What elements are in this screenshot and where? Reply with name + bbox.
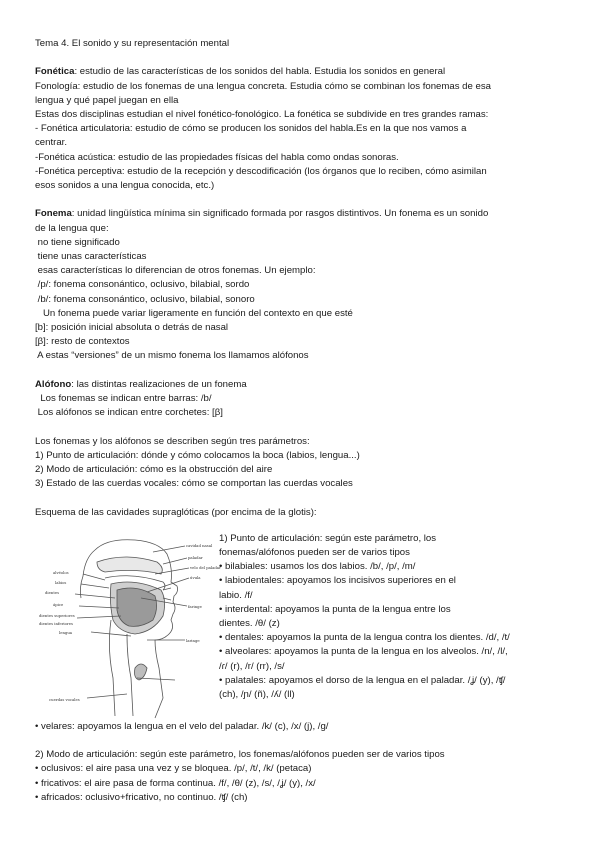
text-line: • bilabiales: usamos los dos labios. /b/, /p/, /m/: [219, 561, 416, 573]
fonema-definition: [35, 207, 567, 221]
text-line: • palatales: apoyamos el dorso de la lengua en el paladar. /ʝ/ (y), /ʧ/: [219, 674, 506, 686]
text-line: [β]: resto de contextos: [35, 336, 130, 348]
text-line: - Fonética articulatoria: estudio de cómo se producen los sonidos del habla.Es en la que nos vamos a: [35, 123, 467, 135]
text-line: Los fonemas y los alófonos se describen según tres parámetros:: [35, 435, 310, 447]
alofono-term: Alófono: [35, 378, 72, 390]
text-line: A estas “versiones” de un mismo fonema los llamamos alófonos: [35, 350, 309, 362]
text-line: • velares: apoyamos la lengua en el velo del paladar. /k/ (c), /x/ (j), /g/: [35, 720, 329, 732]
text-line: -Fonética acústica: estudio de las propiedades físicas del habla como ondas sonoras.: [35, 151, 399, 163]
label-dientes-superiores: dientes superiores: [39, 612, 75, 618]
text-line: no tiene significado: [35, 236, 120, 248]
esquema-heading: Esquema de las cavidades supraglóticas (por encima de la glotis):: [35, 506, 317, 518]
label-paladar: paladar: [188, 554, 203, 560]
text-line: • interdental: apoyamos la punta de la lengua entre los: [219, 603, 451, 615]
label-cuerdas-vocales: cuerdas vocales: [49, 696, 80, 702]
text-line: • dentales: apoyamos la punta de la lengua contra los dientes. /d/, /t/: [219, 632, 510, 644]
text-line: 2) Modo de articulación: según este parámetro, los fonemas/alófonos pueden ser de varios tipos: [35, 749, 445, 761]
label-laringe: laringe: [186, 637, 200, 643]
text-line: /b/: fonema consonántico, oclusivo, bilabial, sonoro: [35, 293, 255, 305]
text-line: 1) Punto de articulación: según este parámetro, los: [219, 532, 437, 544]
fonetica-term: Fonética: [35, 66, 75, 78]
text-line: Un fonema puede variar ligeramente en función del contexto en que esté: [35, 307, 353, 319]
label-lengua: lengua: [59, 629, 73, 635]
label-dientes-inferiores: dientes inferiores: [39, 620, 73, 626]
alofono-definition-text: : las distintas realizaciones de un fonema: [71, 378, 247, 390]
label-velo: velo del paladar: [190, 564, 221, 570]
text-line: /ɾ/ (r), /r/ (rr), /s/: [219, 660, 285, 672]
fonetica-definition-text: : estudio de las características de los sonidos del habla. Estudia los sonidos en general: [74, 66, 446, 78]
text-line: Fonología: estudio de los fonemas de una lengua concreta. Estudia cómo se combinan los fonemas de esa: [35, 80, 491, 92]
fonema-definition-text: : unidad lingüística mínima sin significado formada por rasgos distintivos. Un fonema es un sonido: [71, 208, 489, 220]
text-line: (ch), /ɲ/ (ñ), /ʎ/ (ll): [219, 689, 295, 701]
text-line: centrar.: [35, 137, 67, 149]
text-line: /p/: fonema consonántico, oclusivo, bilabial, sordo: [35, 279, 250, 291]
punto-articulacion-text: [219, 532, 567, 720]
text-line: • fricativos: el aire pasa de forma continua. /f/, /θ/ (z), /s/, /ʝ/ (y), /x/: [35, 777, 316, 789]
text-line: Estas dos disciplinas estudian el nivel fonético-fonológico. La fonética se subdivide en tres grandes ramas:: [35, 109, 489, 120]
alofono-definition: [35, 378, 567, 392]
text-line: labio. /f/: [219, 589, 253, 601]
text-line: • alveolares: apoyamos la punta de la lengua en los alveolos. /n/, /l/,: [219, 646, 508, 658]
text-line: • labiodentales: apoyamos los incisivos superiores en el: [219, 575, 456, 587]
label-dientes: dientes: [45, 589, 60, 595]
esquema-section: [35, 528, 567, 720]
vocal-tract-diagram: [35, 528, 221, 720]
text-line: esos sonidos a una lengua conocida, etc.): [35, 180, 215, 192]
text-line: [b]: posición inicial absoluta o detrás de nasal: [35, 322, 229, 334]
vocal-tract-svg: [35, 528, 221, 720]
fonema-term: Fonema: [35, 208, 72, 220]
label-apice: ápice: [53, 601, 64, 607]
text-line: 3) Estado de las cuerdas vocales: cómo se comportan las cuerdas vocales: [35, 478, 353, 490]
label-labios: labios: [55, 579, 67, 585]
fonetica-definition: [35, 65, 567, 79]
label-cavidad-nasal: cavidad nasal: [186, 542, 213, 548]
text-line: • africados: oclusivo+fricativo, no continuo. /ʧ/ (ch): [35, 791, 248, 803]
document-page: [35, 37, 567, 805]
text-line: 1) Punto de articulación: dónde y cómo colocamos la boca (labios, lengua...): [35, 449, 360, 461]
text-line: Los alófonos se indican entre corchetes: [β]: [35, 407, 223, 419]
text-line: tiene unas características: [35, 251, 147, 263]
text-line: • oclusivos: el aire pasa una vez y se bloquea. /p/, /t/, /k/ (petaca): [35, 763, 312, 775]
text-line: Los fonemas se indican entre barras: /b/: [35, 393, 212, 405]
text-line: fonemas/alófonos pueden ser de varios tipos: [219, 547, 410, 559]
text-line: -Fonética perceptiva: estudio de la recepción y descodificación (los órganos que lo reciben, cómo asimilan: [35, 165, 487, 177]
label-faringe: faringe: [188, 603, 202, 609]
text-line: esas características lo diferencian de otros fonemas. Un ejemplo:: [35, 265, 316, 277]
text-line: 2) Modo de articulación: cómo es la obstrucción del aire: [35, 464, 273, 476]
document-title: Tema 4. El sonido y su representación mental: [35, 38, 230, 49]
label-uvula: úvula: [190, 574, 201, 580]
label-alveolos: alvéolos: [53, 569, 69, 575]
text-line: dientes. /θ/ (z): [219, 618, 280, 630]
text-line: lengua y qué papel juegan en ella: [35, 94, 179, 106]
text-line: de la lengua que:: [35, 222, 109, 234]
